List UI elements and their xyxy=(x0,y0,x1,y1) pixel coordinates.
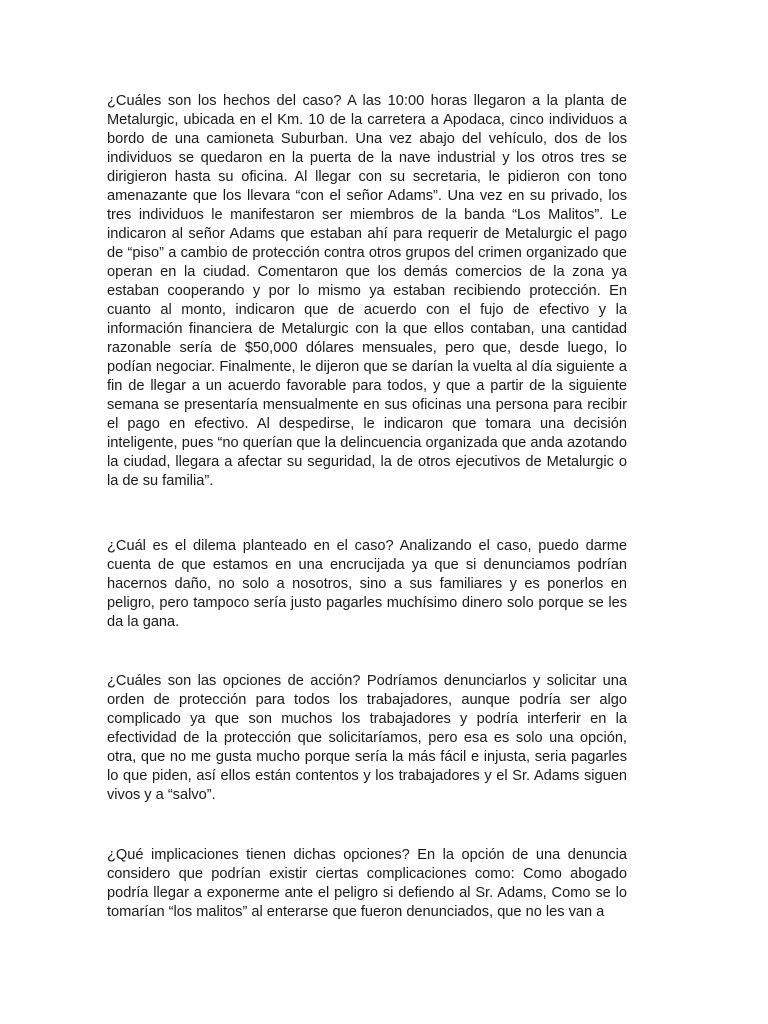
paragraph-dilema: ¿Cuál es el dilema planteado en el caso? Analizando el caso, puedo darme cuenta de que estamos en una encrucijada ya que si denunciamos podrían hacernos daño, no solo a nosotros, sino a sus familiares y es ponerlos en peligro, pero tampoco sería justo pagarles muchísimo dinero solo porque se les da la gana. xyxy=(107,538,627,630)
paragraph-opciones-de-accion: ¿Cuáles son las opciones de acción? Podríamos denunciarlos y solicitar una orden de protección para todos los trabajadores, aunque podría ser algo complicado ya que son muchos los trabajadores y podría interferir en la efectividad de la protección que solicitaríamos, pero esa es solo una opción, otra, que no me gusta mucho porque sería la más fácil e injusta, seria pagarles lo que piden, así ellos están contentos y los trabajadores y el Sr. Adams siguen vivos y a “salvo”. xyxy=(107,673,627,803)
paragraph-hechos-del-caso: ¿Cuáles son los hechos del caso? A las 10:00 horas llegaron a la planta de Metalurgic, ubicada en el Km. 10 de la carretera a Apodaca, cinco individuos a bordo de una camioneta Suburban. Una vez abajo del vehículo, dos de los individuos se quedaron en la puerta de la nave industrial y los otros tres se dirigieron hasta su oficina. Al llegar con su secretaria, le pidieron con tono amenazante que los llevara “con el señor Adams”. Una vez en su privado, los tres individuos le manifestaron ser miembros de la banda “Los Malitos”. Le indicaron al señor Adams que estaban ahí para requerir de Metalurgic el pago de “piso” a cambio de protección contra otros grupos del crimen organizado que operan en la ciudad. Comentaron que los demás comercios de la zona ya estaban cooperando y por lo mismo ya estaban recibiendo protección. En cuanto al monto, indicaron que de acuerdo con el fujo de efectivo y la información financiera de Metalurgic con la que ellos contaban, una cantidad razonable sería de $50,000 dólares mensuales, pero que, desde luego, lo podían negociar. Finalmente, le dijeron que se darían la vuelta al día siguiente a fin de llegar a un acuerdo favorable para todos, y que a partir de la siguiente semana se presentaría mensualmente en sus oficinas una persona para recibir el pago en efectivo. Al despedirse, le indicaron que tomara una decisión inteligente, pues “no querían que la delincuencia organizada que anda azotando la ciudad, llegara a afectar su seguridad, la de otros ejecutivos de Metalurgic o la de su familia”. xyxy=(107,93,627,489)
paragraph-implicaciones: ¿Qué implicaciones tienen dichas opciones? En la opción de una denuncia considero que podrían existir ciertas complicaciones como: Como abogado podría llegar a exponerme ante el peligro si defiendo al Sr. Adams, Como se lo tomarían “los malitos” al enterarse que fueron denunciados, que no les van a xyxy=(107,847,627,920)
